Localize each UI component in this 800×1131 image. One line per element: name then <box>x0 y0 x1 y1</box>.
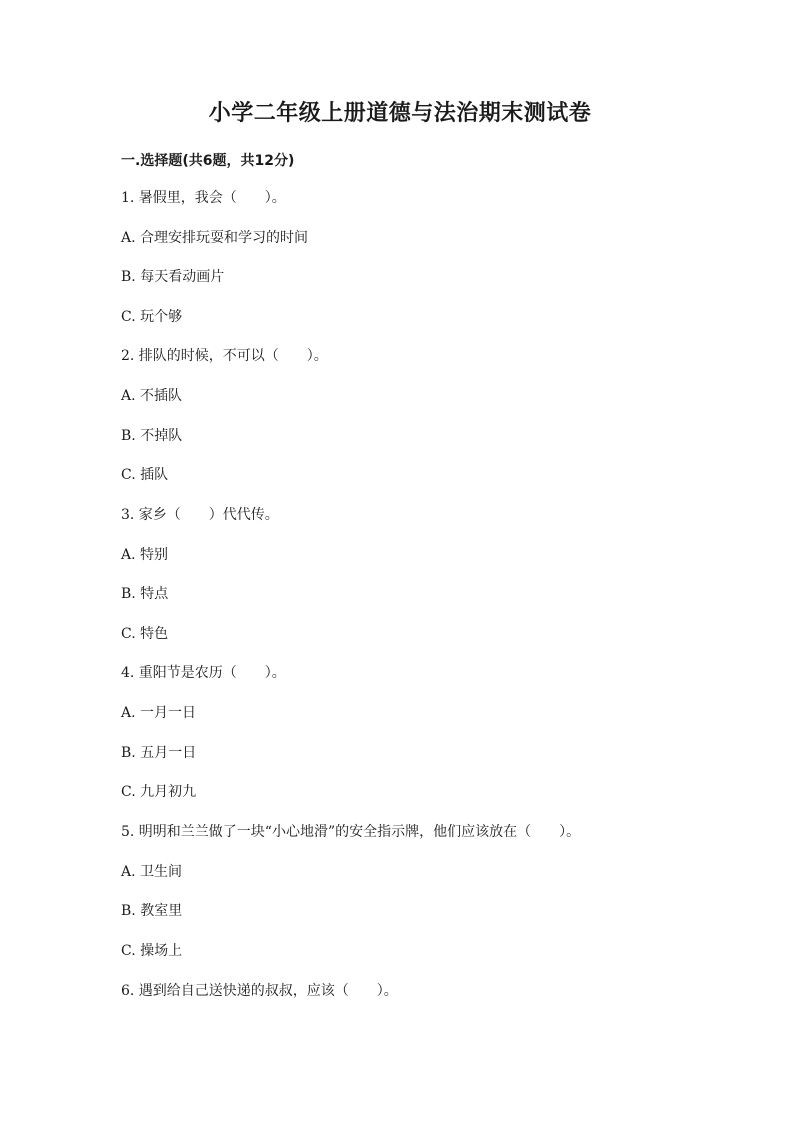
question-5-stem: 5. 明明和兰兰做了一块“小心地滑”的安全指示牌，他们应该放在（ ）。 <box>121 824 581 840</box>
question-2-option-a: A. 不插队 <box>121 388 183 404</box>
question-1-option-c: C. 玩个够 <box>121 309 183 325</box>
section-heading: 一.选择题(共6题，共12分) <box>121 153 295 169</box>
question-4-option-b: B. 五月一日 <box>121 745 197 761</box>
question-1-stem: 1. 暑假里，我会（ ）。 <box>121 190 286 206</box>
question-5-option-b: B. 教室里 <box>121 903 183 919</box>
question-4-stem: 4. 重阳节是农历（ ）。 <box>121 665 286 681</box>
question-3-option-b: B. 特点 <box>121 586 169 602</box>
question-2-option-b: B. 不掉队 <box>121 428 183 444</box>
question-2-stem: 2. 排队的时候，不可以（ ）。 <box>121 348 328 364</box>
question-5-option-c: C. 操场上 <box>121 943 183 959</box>
question-3-stem: 3. 家乡（ ）代代传。 <box>121 507 279 523</box>
question-4-option-a: A. 一月一日 <box>121 705 197 721</box>
question-3-option-a: A. 特别 <box>121 547 169 563</box>
page-title: 小学二年级上册道德与法治期末测试卷 <box>208 101 592 126</box>
question-4-option-c: C. 九月初九 <box>121 784 197 800</box>
question-6-stem: 6. 遇到给自己送快递的叔叔，应该（ ）。 <box>121 983 398 999</box>
question-5-option-a: A. 卫生间 <box>121 864 183 880</box>
question-3-option-c: C. 特色 <box>121 626 169 642</box>
question-2-option-c: C. 插队 <box>121 467 169 483</box>
question-1-option-a: A. 合理安排玩耍和学习的时间 <box>121 230 309 246</box>
question-1-option-b: B. 每天看动画片 <box>121 269 225 285</box>
